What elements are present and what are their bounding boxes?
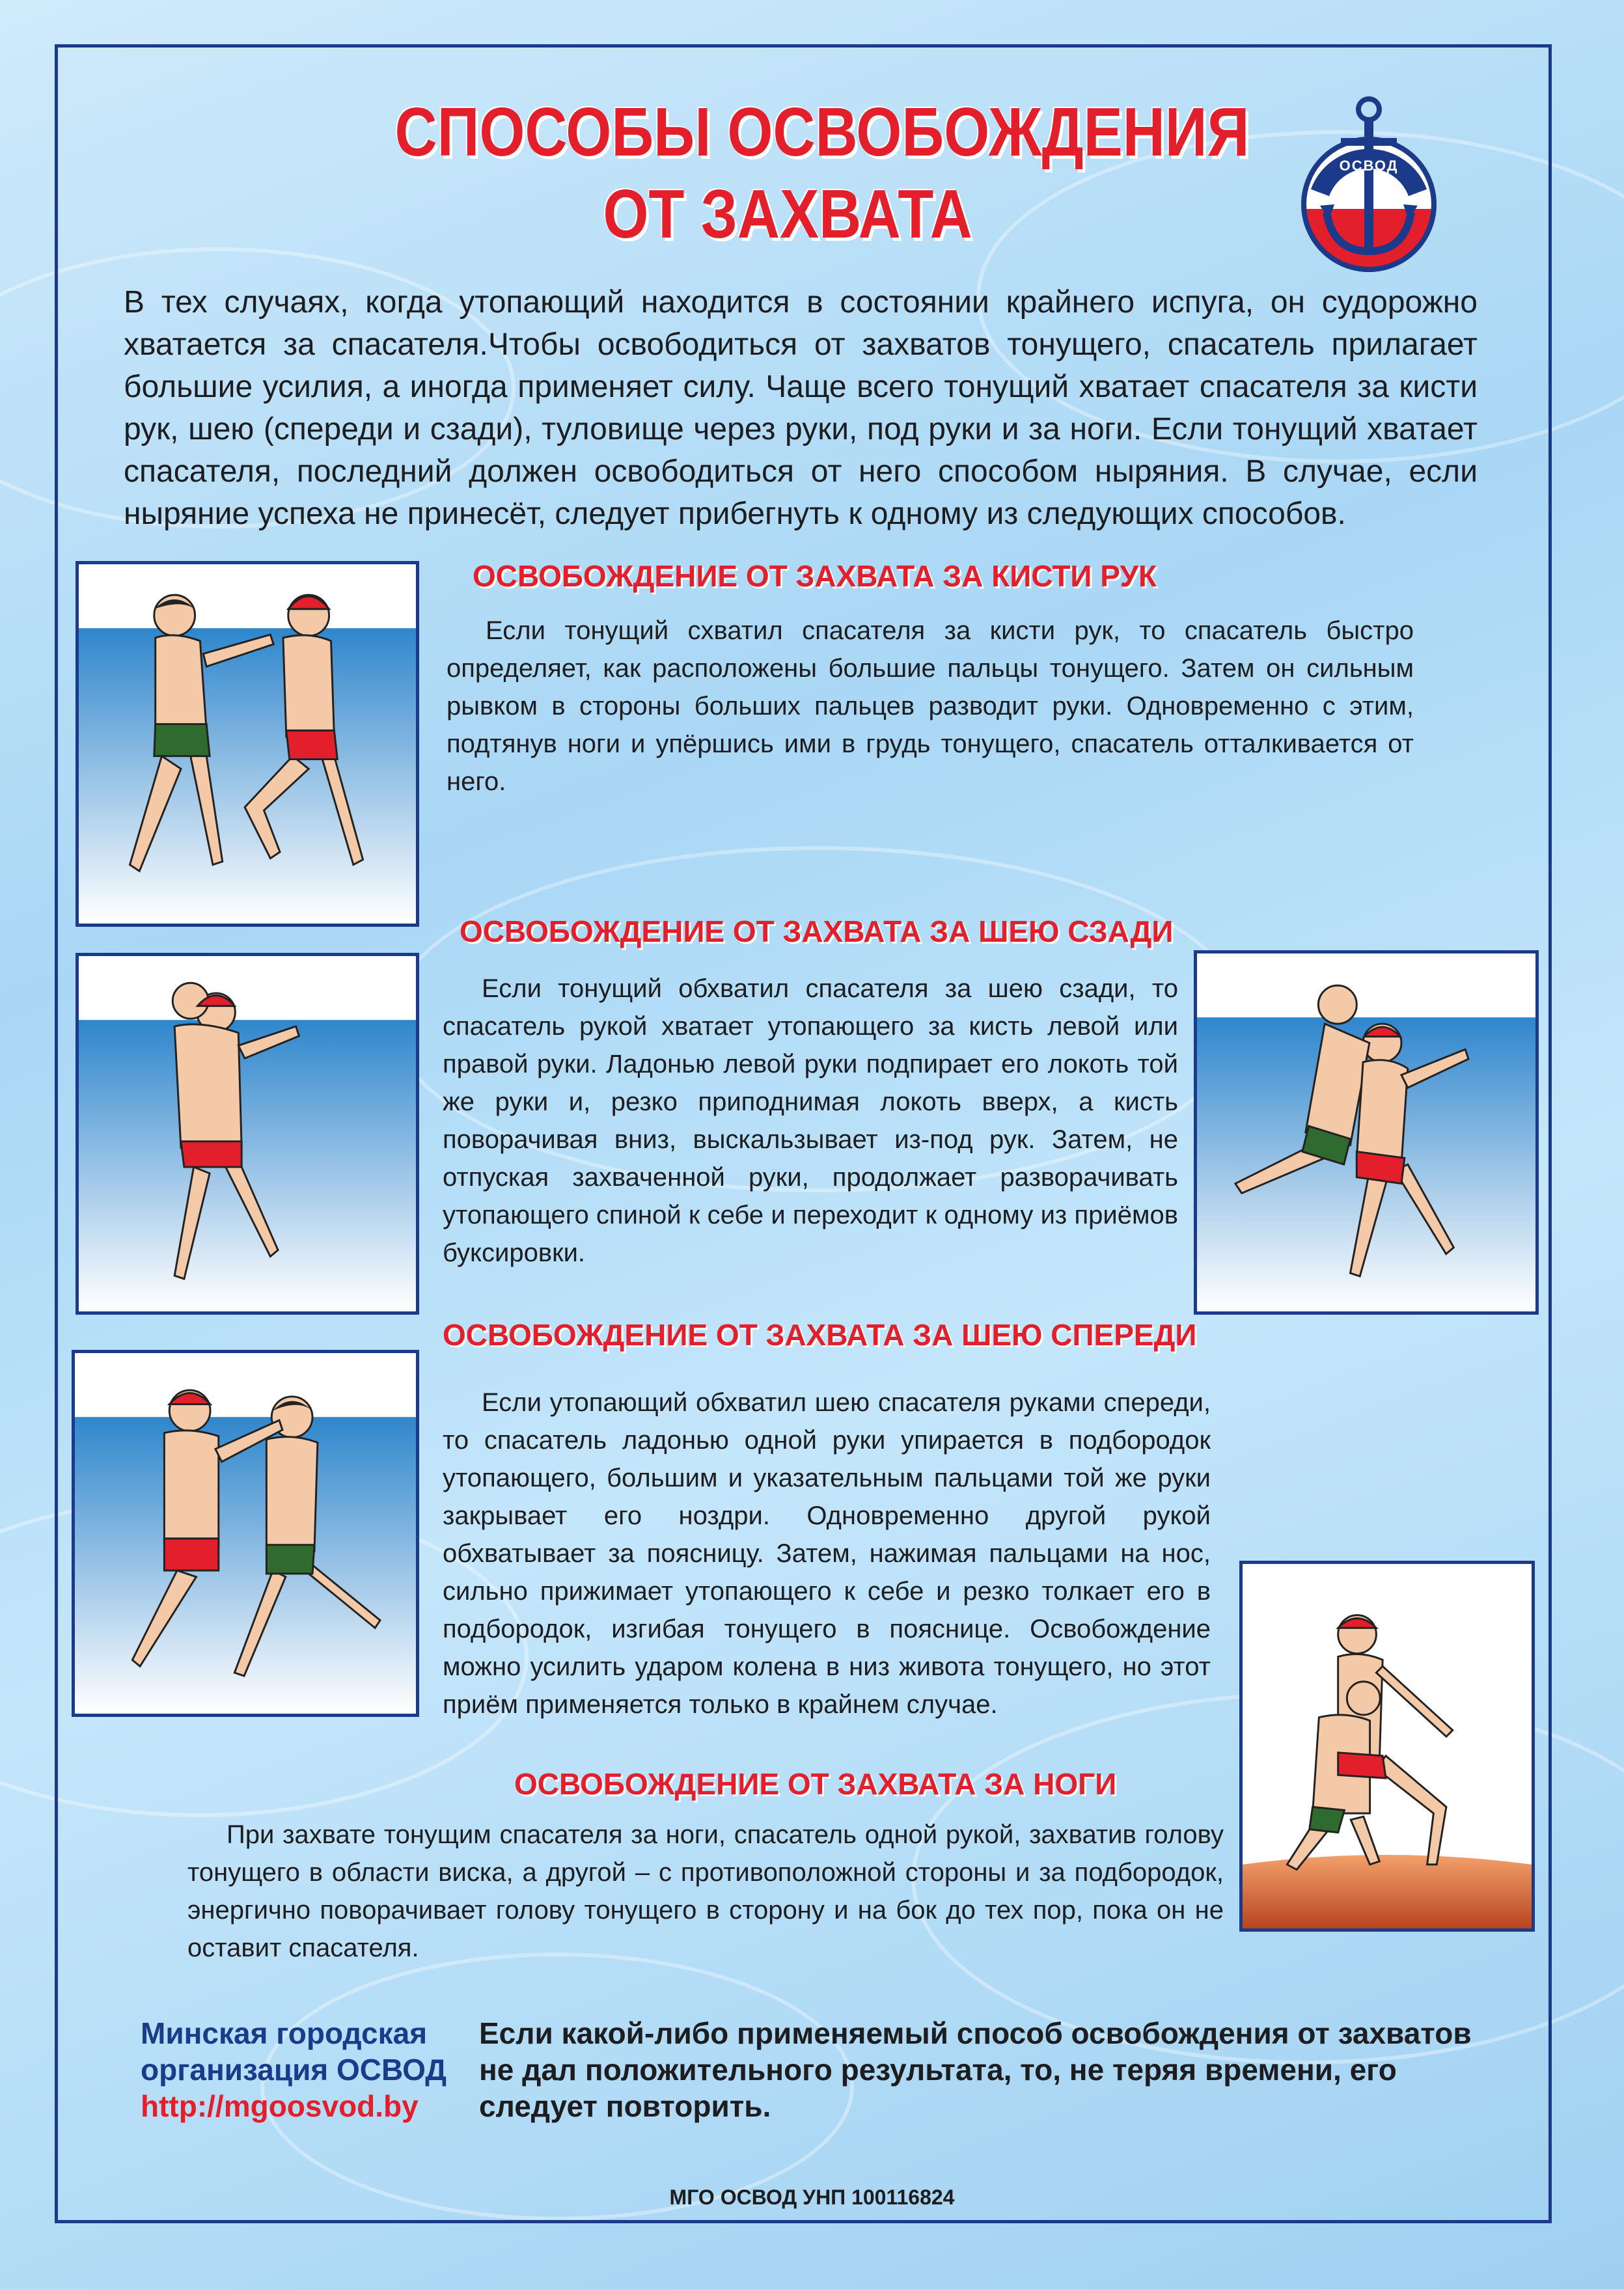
text-neck-front: Если утопающий обхватил шею спасателя руками спереди, то спасатель ладонью одной руки упирается в подбородок утопающего, большим и указательным пальцами той же руки закрывает его ноздри. Одновременно другой рукой обхватывает за поясницу. Затем, нажимая пальцами на нос, сильно прижимает утопающего к себе и резко толкает его в подбородок, изгибая тонущего в пояснице. Освобождение можно усилить ударом колена в низ живота тонущего, но этот приём применяется только в крайнем случае. <box>443 1388 1211 1719</box>
page-title <box>394 91 1250 255</box>
organization-line-1: Минская городская <box>141 2016 428 2050</box>
heading-legs-grip: ОСВОБОЖДЕНИЕ ОТ ЗАХВАТА ЗА НОГИ <box>514 1767 1117 1801</box>
organization-url-link[interactable]: http://mgoosvod.by <box>141 2089 419 2123</box>
text-neck-behind: Если тонущий обхватил спасателя за шею сзади, то спасатель рукой хватает утопающего за кисть левой или правой руки. Ладонью левой руки подпирает его локоть той же руки и, резко приподнимая локоть вверх, а кисть поворачивая вниз, выскальзывает из-под рук. Затем, не отпуская захваченной руки, продолжает разворачивать утопающего спиной к себе и переходит к одному из приёмов буксировки. <box>443 974 1178 1267</box>
heading-neck-front: ОСВОБОЖДЕНИЕ ОТ ЗАХВАТА ЗА ШЕЮ СПЕРЕДИ <box>443 1318 1197 1352</box>
illustration-neck-behind-right <box>1194 950 1539 1315</box>
title-line-1: СПОСОБЫ ОСВОБОЖДЕНИЯ <box>394 94 1250 171</box>
logo-text: ОСВОД <box>1339 158 1399 174</box>
illustration-wrist-grip <box>76 561 419 927</box>
illustration-legs-grip <box>1239 1561 1535 1932</box>
illustration-neck-behind-left <box>76 953 419 1315</box>
footer-registration: МГО ОСВОД УНП 100116824 <box>669 2186 955 2209</box>
repeat-note: Если какой-либо применяемый способ освобождения от захватов не дал положительного результата, то, не теряя времени, его следует повторить. <box>479 2016 1472 2123</box>
illustration-neck-front <box>72 1350 419 1717</box>
heading-neck-behind: ОСВОБОЖДЕНИЕ ОТ ЗАХВАТА ЗА ШЕЮ СЗАДИ <box>460 914 1174 948</box>
title-line-2: ОТ ЗАХВАТА <box>603 176 972 253</box>
organization-block <box>141 2015 447 2124</box>
text-legs-grip: При захвате тонущим спасателя за ноги, спасатель одной рукой, захватив голову тонущего в области виска, а другой – с противоположной стороны и за подбородок, энергично поворачивает голову тонущего в сторону и на бок до тех пор, пока он не оставит спасателя. <box>187 1820 1224 1962</box>
organization-line-2: организация ОСВОД <box>141 2053 447 2087</box>
text-wrist-grip: Если тонущий схватил спасателя за кисти рук, то спасатель быстро определяет, как расположены большие пальцы тонущего. Затем он сильным рывком в стороны больших пальцев разводит руки. Одновременно с этим, подтянув ноги и упёршись ими в грудь тонущего, спасатель отталкивается от него. <box>447 616 1414 796</box>
heading-wrist-grip: ОСВОБОЖДЕНИЕ ОТ ЗАХВАТА ЗА КИСТИ РУК <box>473 559 1157 593</box>
osvod-logo <box>1301 95 1437 276</box>
intro-paragraph: В тех случаях, когда утопающий находится в состоянии крайнего испуга, он судорожно хватается за спасателя.Чтобы освободиться от захватов тонущего, спасатель прилагает большие усилия, а иногда применяет силу. Чаще всего тонущий хватает спасателя за кисти рук, шею (спереди и сзади), туловище через руки, под руки и за ноги. Если тонущий хватает спасателя, последний должен освободиться от него способом ныряния. В случае, если ныряние успеха не принесёт, следует прибегнуть к одному из следующих способов. <box>124 285 1478 531</box>
anchor-emblem-icon <box>1301 95 1437 276</box>
